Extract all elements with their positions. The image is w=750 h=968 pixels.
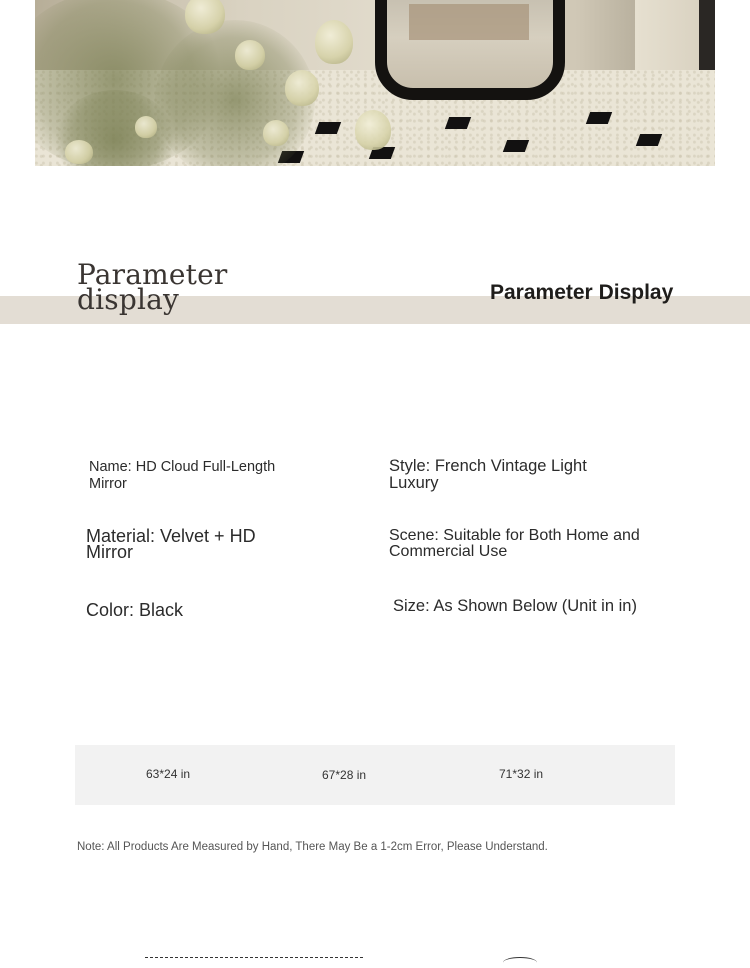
photo-flower-bud <box>135 116 157 138</box>
photo-flower-bud <box>355 110 391 150</box>
rug-pattern-tile <box>445 117 471 129</box>
section-title-line-2: display <box>77 283 180 316</box>
size-option: 71*32 in <box>499 767 544 781</box>
size-option: 67*28 in <box>322 768 367 782</box>
rug-pattern-tile <box>503 140 529 152</box>
rug-pattern-tile <box>315 122 341 134</box>
rug-pattern-tile <box>586 112 612 124</box>
param-style: Style: French Vintage Light Luxury <box>389 457 587 492</box>
measurement-note: Note: All Products Are Measured by Hand, There May Be a 1-2cm Error, Please Understand. <box>77 841 548 853</box>
size-option: 63*24 in <box>146 767 191 781</box>
photo-flower-bud <box>285 70 319 106</box>
param-size: Size: As Shown Below (Unit in in) <box>393 597 637 615</box>
photo-mirror-reflection <box>409 4 529 40</box>
mirror-outline-top <box>503 957 537 968</box>
photo-flower-bud <box>263 120 289 146</box>
param-scene: Scene: Suitable for Both Home and Commercial Use <box>389 527 640 560</box>
param-name: Name: HD Cloud Full-Length Mirror <box>89 459 276 492</box>
dimension-dashed-line <box>145 957 363 958</box>
section-title-line-1: Parameter <box>77 258 228 291</box>
param-color: Color: Black <box>86 600 184 620</box>
photo-flower-bud <box>185 0 225 34</box>
product-photo <box>35 0 715 166</box>
section-title: Parameter Display <box>490 281 674 304</box>
photo-mirror-frame <box>375 0 565 100</box>
section-title-script <box>77 258 228 316</box>
photo-flower-bud <box>315 20 353 64</box>
param-material: Material: Velvet + HD Mirror <box>86 526 256 562</box>
photo-cabinet-edge <box>699 0 715 74</box>
size-options-bar <box>75 745 675 805</box>
photo-flower-bud <box>235 40 265 70</box>
rug-pattern-tile <box>636 134 662 146</box>
photo-flower-bud <box>65 140 93 164</box>
